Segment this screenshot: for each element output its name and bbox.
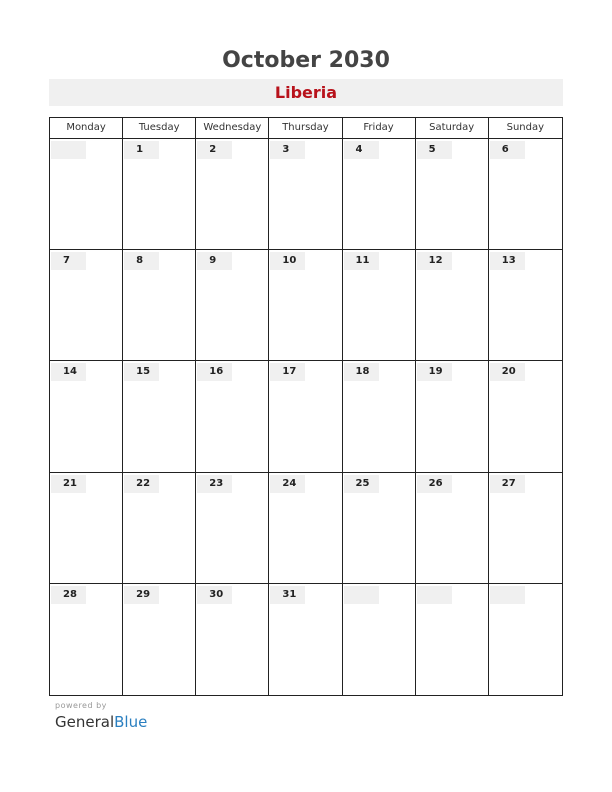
day-number: 19 <box>417 363 452 381</box>
day-number <box>417 586 452 604</box>
day-number: 12 <box>417 252 452 270</box>
brand-part-blue: Blue <box>114 713 148 731</box>
day-number: 23 <box>197 475 232 493</box>
day-cell <box>489 139 562 249</box>
day-cell <box>269 584 342 695</box>
day-cell <box>343 473 416 583</box>
day-number: 26 <box>417 475 452 493</box>
weekday-thursday: Thursday <box>269 118 342 138</box>
powered-by-text: powered by <box>55 701 107 710</box>
day-number: 11 <box>344 252 379 270</box>
day-number: 20 <box>490 363 525 381</box>
day-number: 31 <box>270 586 305 604</box>
day-cell <box>196 250 269 360</box>
day-number: 10 <box>270 252 305 270</box>
day-cell <box>50 250 123 360</box>
day-cell <box>269 361 342 471</box>
day-number: 27 <box>490 475 525 493</box>
weekday-monday: Monday <box>50 118 123 138</box>
day-cell <box>343 139 416 249</box>
calendar-title: October 2030 <box>222 48 390 73</box>
day-number: 4 <box>344 141 379 159</box>
day-number: 28 <box>51 586 86 604</box>
week-row-2 <box>50 250 562 361</box>
day-number: 9 <box>197 252 232 270</box>
week-row-1 <box>50 139 562 250</box>
day-cell <box>50 584 123 695</box>
day-number: 17 <box>270 363 305 381</box>
day-cell <box>489 361 562 471</box>
day-number: 13 <box>490 252 525 270</box>
day-number: 14 <box>51 363 86 381</box>
brand-part-general: General <box>55 713 115 731</box>
weeks-container <box>50 139 562 695</box>
weekday-tuesday: Tuesday <box>123 118 196 138</box>
week-row-3 <box>50 361 562 472</box>
day-cell <box>123 584 196 695</box>
day-cell <box>50 361 123 471</box>
week-row-4 <box>50 473 562 584</box>
day-cell <box>489 473 562 583</box>
day-number: 6 <box>490 141 525 159</box>
country-banner <box>49 79 563 106</box>
day-cell <box>196 473 269 583</box>
day-cell <box>343 361 416 471</box>
day-cell <box>196 139 269 249</box>
day-number: 18 <box>344 363 379 381</box>
day-cell <box>123 361 196 471</box>
day-cell <box>416 584 489 695</box>
day-cell <box>123 250 196 360</box>
country-name: Liberia <box>274 83 338 102</box>
day-number: 2 <box>197 141 232 159</box>
week-row-5 <box>50 584 562 695</box>
day-number: 8 <box>124 252 159 270</box>
day-number: 7 <box>51 252 86 270</box>
day-cell <box>269 473 342 583</box>
weekday-header-row <box>50 118 562 139</box>
weekday-sunday: Sunday <box>506 122 545 133</box>
day-cell <box>416 139 489 249</box>
day-cell <box>196 584 269 695</box>
day-cell <box>123 139 196 249</box>
day-number: 25 <box>344 475 379 493</box>
day-cell <box>50 139 123 249</box>
day-cell <box>416 250 489 360</box>
weekday-friday: Friday <box>343 118 416 138</box>
day-number: 16 <box>197 363 232 381</box>
day-number: 29 <box>124 586 159 604</box>
day-cell <box>343 584 416 695</box>
footer-branding <box>55 700 147 733</box>
day-cell <box>416 473 489 583</box>
day-number: 21 <box>51 475 86 493</box>
day-cell <box>269 250 342 360</box>
generalblue-logo[interactable] <box>55 711 147 733</box>
day-cell <box>196 361 269 471</box>
calendar-grid <box>49 117 563 696</box>
day-number <box>490 586 525 604</box>
day-cell <box>269 139 342 249</box>
day-number: 1 <box>124 141 159 159</box>
day-number: 3 <box>270 141 305 159</box>
day-cell <box>50 473 123 583</box>
day-number <box>51 141 86 159</box>
day-cell <box>416 361 489 471</box>
day-number: 30 <box>197 586 232 604</box>
weekday-saturday: Saturday <box>416 118 489 138</box>
day-cell <box>489 584 562 695</box>
day-number: 24 <box>270 475 305 493</box>
day-cell <box>123 473 196 583</box>
day-number: 22 <box>124 475 159 493</box>
day-cell <box>489 250 562 360</box>
weekday-wednesday: Wednesday <box>196 118 269 138</box>
day-number: 5 <box>417 141 452 159</box>
day-cell <box>343 250 416 360</box>
day-number: 15 <box>124 363 159 381</box>
day-number <box>344 586 379 604</box>
